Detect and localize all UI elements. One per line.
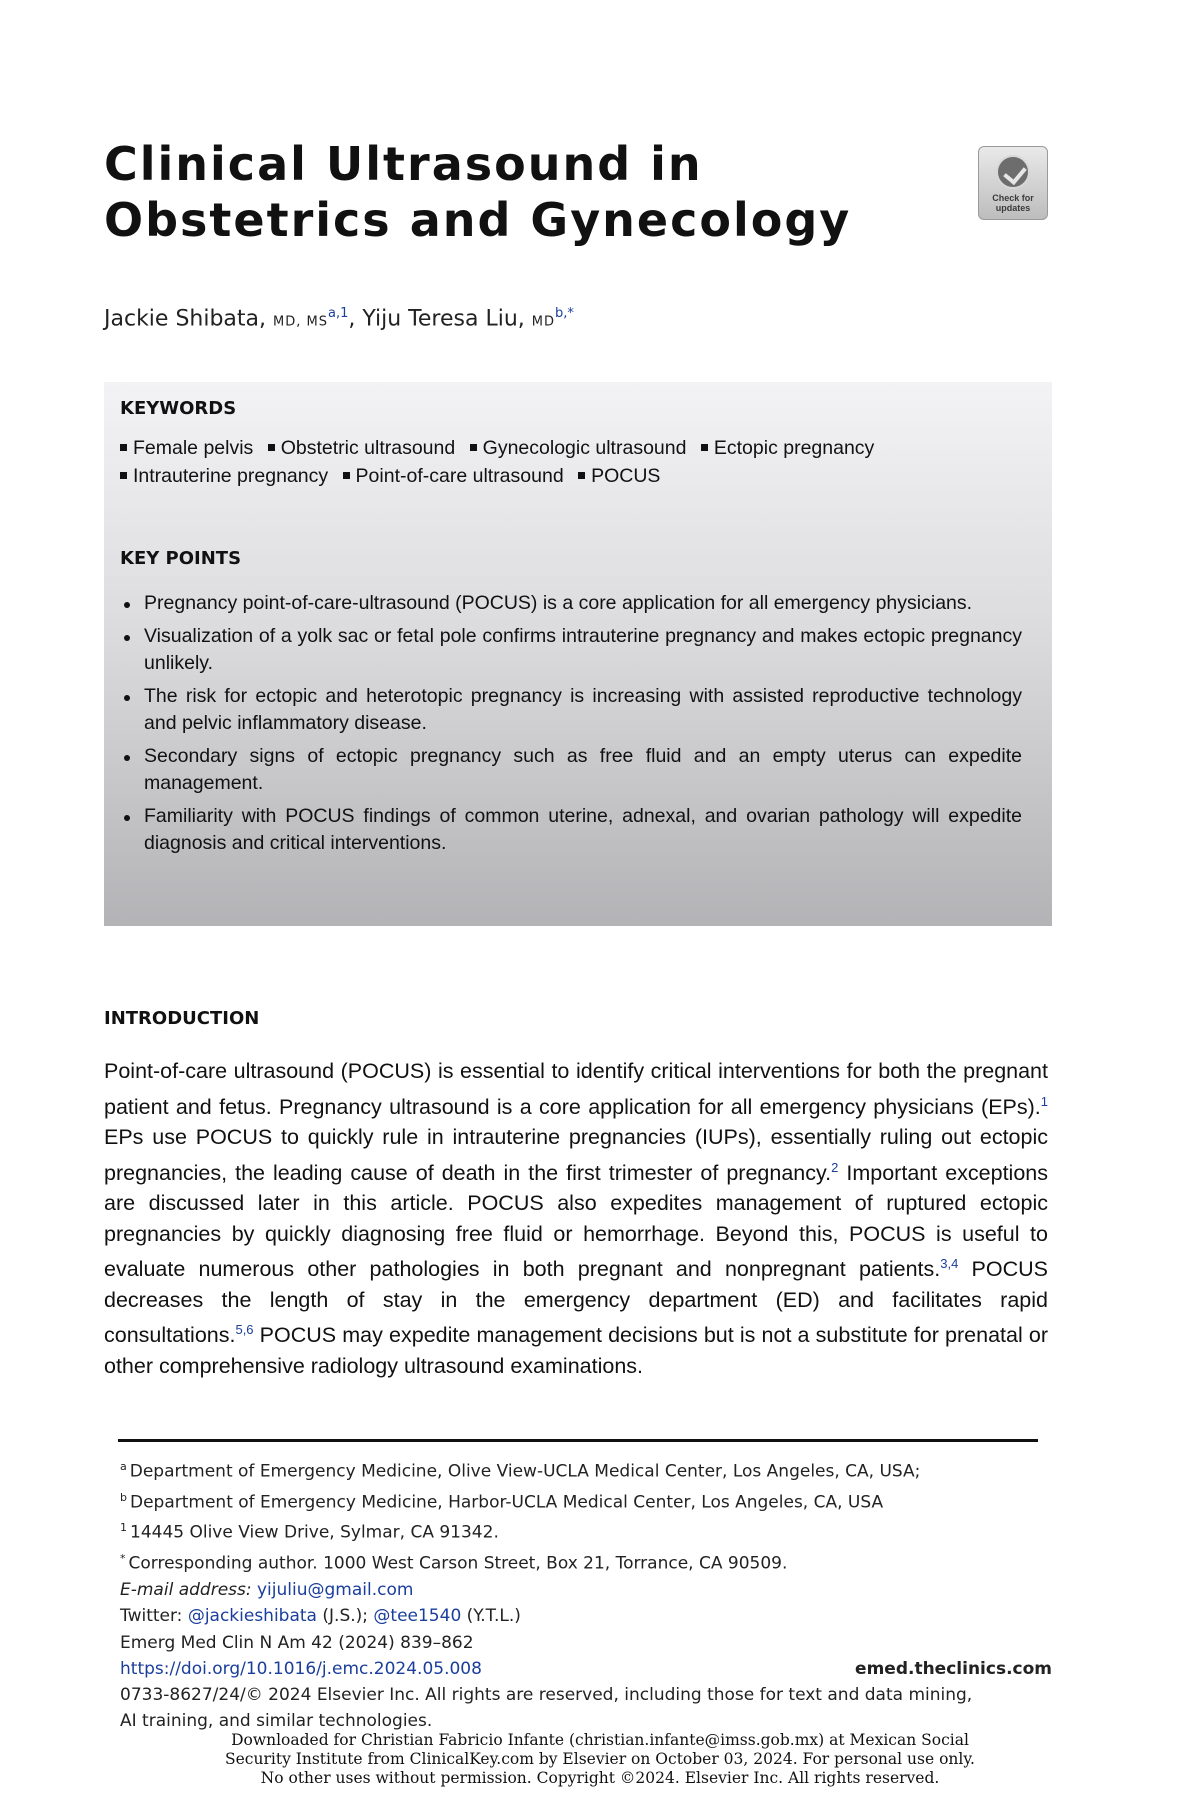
- author-1-affiliation[interactable]: a,1: [327, 306, 349, 321]
- footnote-corresponding: [120, 1546, 1060, 1577]
- footnote-divider: [118, 1439, 1038, 1442]
- key-point-item: The risk for ectopic and heterotopic pregnancy is increasing with assisted reproductive technology and pelvic inflammatory disease.: [122, 683, 1022, 737]
- journal-site[interactable]: emed.theclinics.com: [855, 1659, 1052, 1679]
- key-points-heading: KEY POINTS: [120, 548, 242, 569]
- email-label: E-mail address:: [120, 1579, 252, 1600]
- download-line-1: Downloaded for Christian Fabricio Infante (christian.infante@imss.gob.mx) at Mexican Social: [231, 1731, 969, 1749]
- publication-info: [120, 1630, 1052, 1734]
- checkmark-icon: [996, 155, 1030, 189]
- download-line-2: Security Institute from ClinicalKey.com by Elsevier on October 03, 2024. For personal use only.: [225, 1750, 975, 1768]
- author-1-name: Jackie Shibata,: [104, 306, 267, 332]
- keywords-line-2: [120, 462, 1040, 490]
- footnote-text: Department of Emergency Medicine, Olive View-UCLA Medical Center, Los Angeles, CA, USA;: [129, 1461, 921, 1482]
- email-link[interactable]: yijuliu@gmail.com: [257, 1579, 414, 1600]
- keyword: POCUS: [591, 465, 661, 487]
- twitter-initials: (Y.T.L.): [466, 1605, 521, 1626]
- doi-link[interactable]: https://doi.org/10.1016/j.emc.2024.05.008: [120, 1659, 482, 1679]
- keyword: Intrauterine pregnancy: [133, 465, 329, 487]
- badge-label: Check for updates: [992, 193, 1034, 213]
- citation: Emerg Med Clin N Am 42 (2024) 839–862: [120, 1633, 474, 1653]
- author-2-degrees: MD: [531, 314, 555, 330]
- twitter-link-2[interactable]: @tee1540: [373, 1605, 462, 1626]
- intro-text: Important exceptions are discussed later in this article. POCUS also expedites management of ruptured ectopic pregnancies by quickly diagnosing free fluid or hemorrhage. Beyond this, POCUS is useful to evaluate numerous other pathologies in both pregnant and nonpregnant patients.: [104, 1160, 1048, 1282]
- check-for-updates-badge[interactable]: [978, 146, 1048, 220]
- copyright-line-2: AI training, and similar technologies.: [120, 1711, 433, 1731]
- keywords-keypoints-box: [104, 382, 1052, 926]
- key-point-item: Familiarity with POCUS findings of common uterine, adnexal, and ovarian pathology will expedite diagnosis and critical interventions.: [122, 803, 1022, 857]
- square-bullet-icon: [701, 444, 708, 451]
- square-bullet-icon: [268, 444, 275, 451]
- key-point-item: Secondary signs of ectopic pregnancy such as free fluid and an empty uterus can expedite management.: [122, 743, 1022, 797]
- keyword: Obstetric ultrasound: [280, 437, 456, 459]
- keyword: Female pelvis: [133, 437, 254, 459]
- square-bullet-icon: [578, 472, 585, 479]
- author-separator: ,: [348, 306, 363, 332]
- title-line-1: Clinical Ultrasound in: [104, 137, 703, 191]
- author-2-affiliation[interactable]: b,*: [554, 306, 574, 321]
- keyword: Ectopic pregnancy: [713, 437, 875, 459]
- footnote-text: Corresponding author. 1000 West Carson Street, Box 21, Torrance, CA 90509.: [128, 1553, 788, 1574]
- twitter-initials: (J.S.);: [322, 1605, 368, 1626]
- key-point-item: Pregnancy point-of-care-ultrasound (POCUS) is a core application for all emergency physicians.: [122, 590, 1022, 617]
- keywords-line-1: [120, 434, 1040, 462]
- footnote-text: Department of Emergency Medicine, Harbor-UCLA Medical Center, Los Angeles, CA, USA: [129, 1492, 884, 1513]
- title-line-2: Obstetrics and Gynecology: [104, 193, 852, 247]
- author-line: [104, 306, 574, 331]
- square-bullet-icon: [470, 444, 477, 451]
- intro-text: Point-of-care ultrasound (POCUS) is essential to identify critical interventions for both the pregnant patient and fetus. Pregnancy ultrasound is a core application for all emergency physicians (EPs).: [104, 1059, 1048, 1119]
- article-title: [104, 136, 904, 248]
- footnotes: [120, 1454, 1060, 1629]
- download-line-3: No other uses without permission. Copyright ©2024. Elsevier Inc. All rights reserved.: [260, 1769, 940, 1787]
- footnote-mark: *: [120, 1551, 126, 1565]
- square-bullet-icon: [120, 472, 127, 479]
- footnote-affiliation-a: [120, 1454, 1060, 1485]
- intro-text: EPs use POCUS to quickly rule in intrauterine pregnancies (IUPs), essentially ruling out ectopic pregnancies, the leading cause of death in the first trimester of pregnancy.: [104, 1125, 1048, 1185]
- intro-text: POCUS decreases the length of stay in the emergency department (ED) and facilitates rapid consultations.: [104, 1257, 1048, 1348]
- square-bullet-icon: [343, 472, 350, 479]
- key-points-list: [122, 590, 1022, 863]
- reference-link[interactable]: 2: [831, 1159, 839, 1175]
- footnote-mark: 1: [120, 1521, 127, 1535]
- footnote-text: 14445 Olive View Drive, Sylmar, CA 91342.: [130, 1522, 499, 1543]
- footnote-email: [120, 1577, 1060, 1603]
- footnote-mark: b: [120, 1490, 127, 1504]
- twitter-link-1[interactable]: @jackieshibata: [187, 1605, 317, 1626]
- copyright-line-1: 0733-8627/24/© 2024 Elsevier Inc. All rights are reserved, including those for text and data mining,: [120, 1685, 973, 1705]
- keyword: Gynecologic ultrasound: [482, 437, 687, 459]
- introduction-paragraph: [104, 1056, 1048, 1382]
- footnote-address: [120, 1515, 1060, 1546]
- key-point-item: Visualization of a yolk sac or fetal pole confirms intrauterine pregnancy and makes ectopic pregnancy unlikely.: [122, 623, 1022, 677]
- twitter-label: Twitter:: [120, 1605, 183, 1626]
- introduction-heading: INTRODUCTION: [104, 1008, 260, 1029]
- download-notice: [190, 1731, 1010, 1788]
- keyword: Point-of-care ultrasound: [355, 465, 564, 487]
- footnote-mark: a: [120, 1460, 127, 1473]
- square-bullet-icon: [120, 444, 127, 451]
- reference-link[interactable]: 5,6: [235, 1322, 254, 1338]
- footnote-twitter: [120, 1603, 1060, 1629]
- author-1-degrees: MD, MS: [273, 314, 328, 330]
- footnote-affiliation-b: [120, 1485, 1060, 1516]
- doi-row: [120, 1656, 1052, 1682]
- author-2-name: Yiju Teresa Liu,: [362, 306, 525, 332]
- keywords-heading: KEYWORDS: [120, 398, 237, 419]
- intro-text: POCUS may expedite management decisions but is not a substitute for prenatal or other comprehensive radiology ultrasound examinations.: [104, 1323, 1048, 1379]
- reference-link[interactable]: 3,4: [940, 1256, 959, 1272]
- reference-link[interactable]: 1: [1040, 1093, 1048, 1109]
